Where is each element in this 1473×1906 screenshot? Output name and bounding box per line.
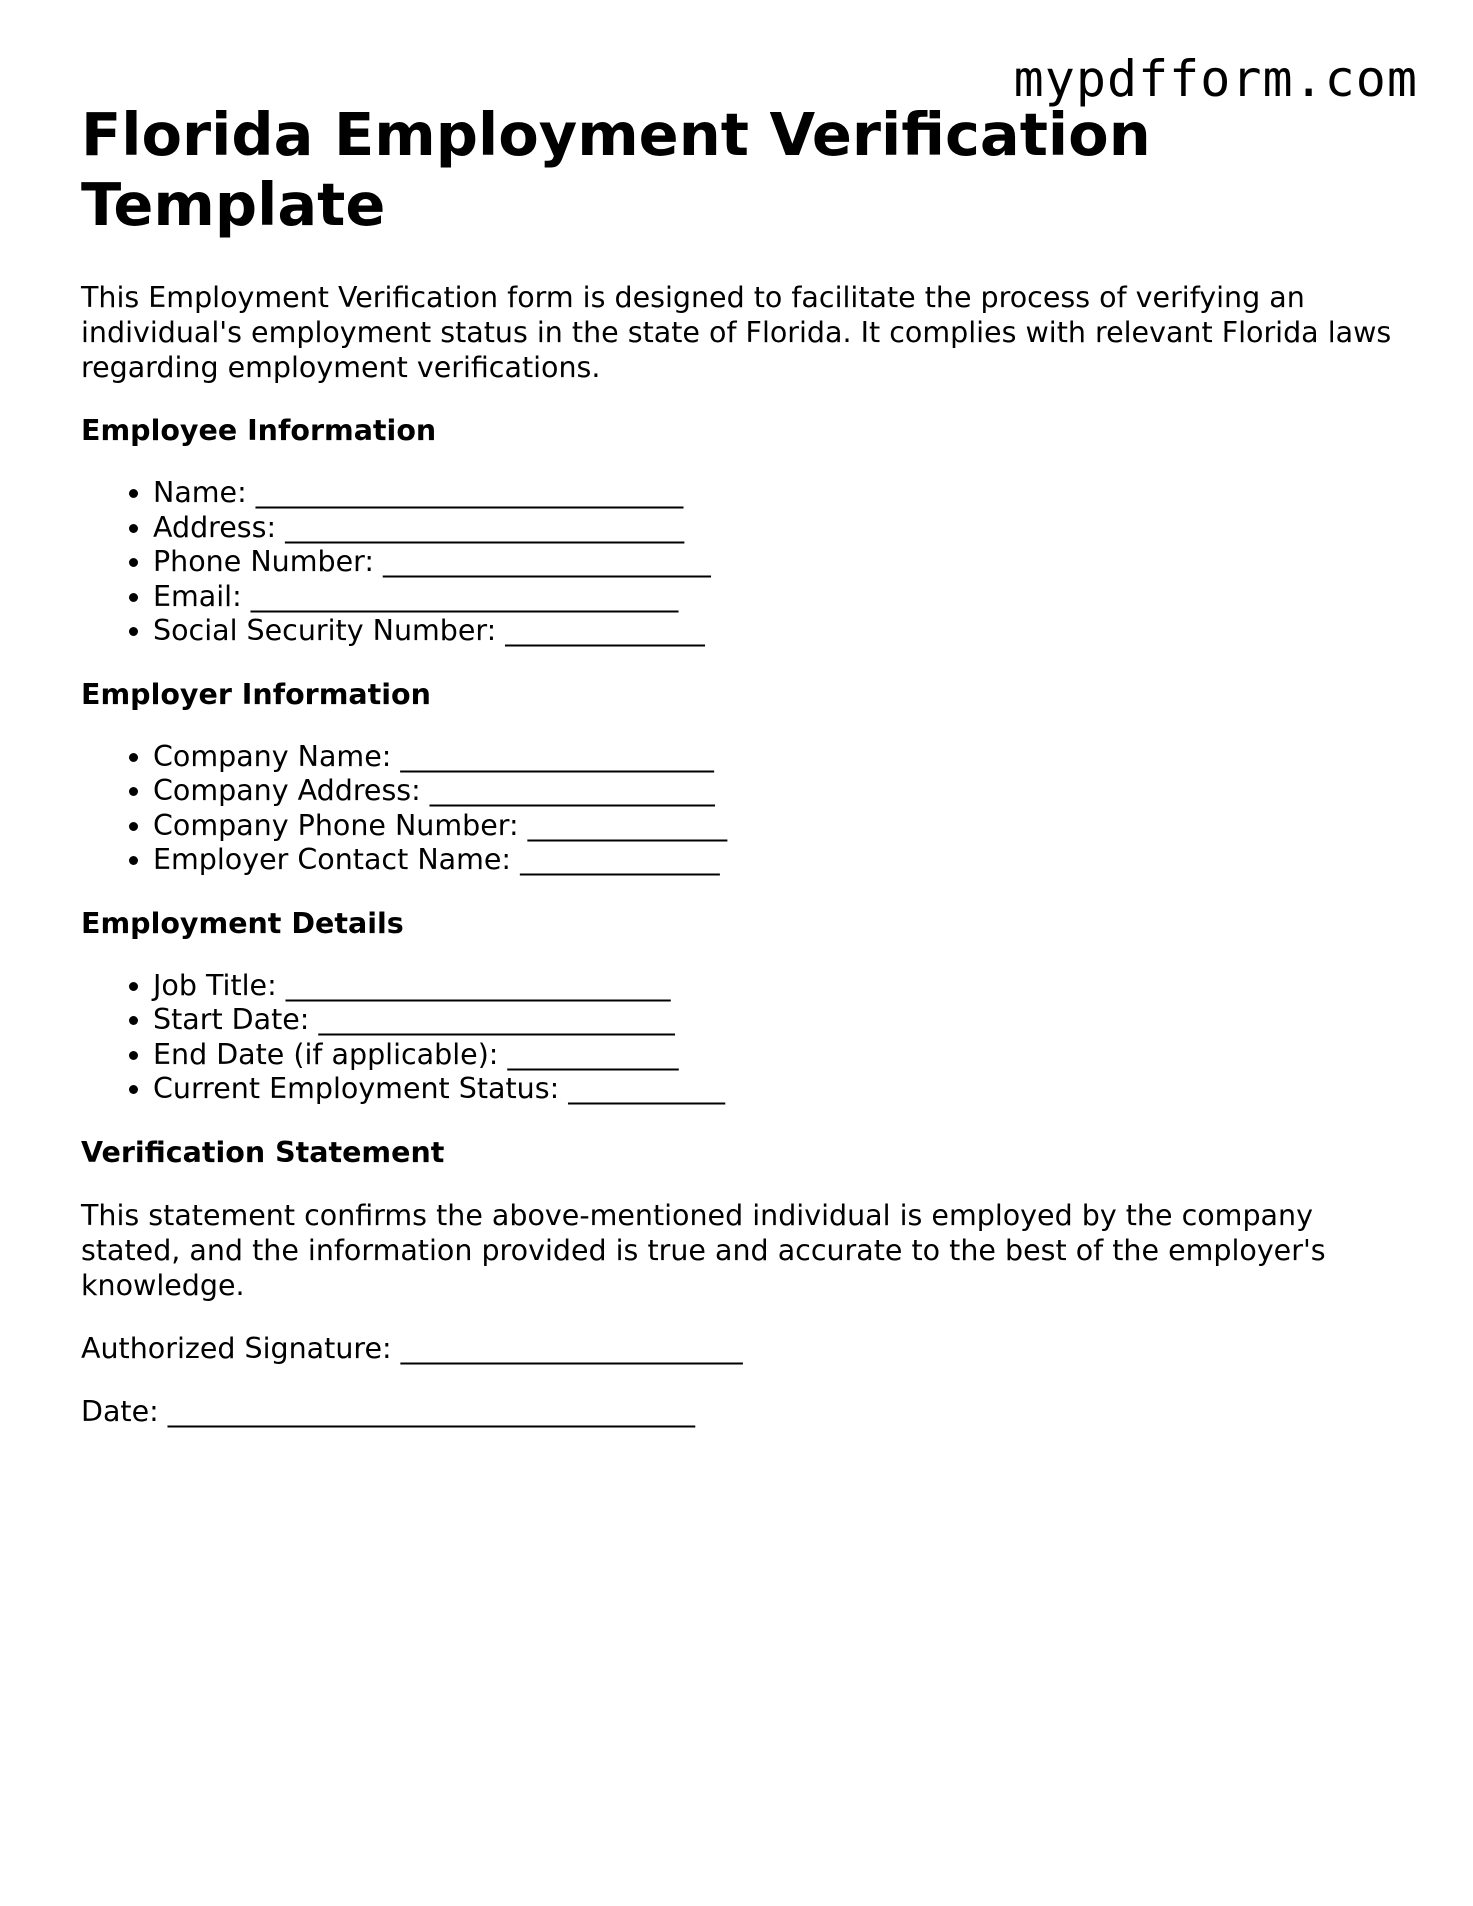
verification-statement-text: This statement confirms the above-mentioned individual is employed by the company stated, and the information provided is true and accurate to the best of the employer's knowledge. <box>81 1198 1326 1302</box>
employment-details-heading: Employment Details <box>81 906 404 940</box>
employment-field-status: • Current Employment Status: ___________ <box>153 1072 1411 1107</box>
employer-field-company-address: • Company Address: ____________________ <box>153 774 1411 809</box>
employee-field-name: • Name: ______________________________ <box>153 476 1411 511</box>
verification-statement-heading: Verification Statement <box>81 1135 445 1169</box>
employment-field-job-title: • Job Title: ___________________________ <box>153 969 1411 1004</box>
employment-details-list <box>81 969 1411 1107</box>
employer-information-list <box>81 740 1411 878</box>
employee-field-email: • Email: ______________________________ <box>153 580 1411 615</box>
authorized-signature-line: Authorized Signature: ________________________ <box>81 1331 743 1365</box>
employee-information-list <box>81 476 1411 649</box>
document-body <box>81 100 1411 1457</box>
employee-information-heading: Employee Information <box>81 414 437 447</box>
employee-field-ssn: • Social Security Number: ______________ <box>153 614 1411 649</box>
employer-field-company-name: • Company Name: ______________________ <box>153 740 1411 775</box>
employer-field-company-phone: • Company Phone Number: ______________ <box>153 809 1411 844</box>
employee-field-address: • Address: ____________________________ <box>153 511 1411 546</box>
employee-field-phone: • Phone Number: _______________________ <box>153 545 1411 580</box>
date-line: Date: _____________________________________ <box>81 1394 696 1428</box>
page-title: Florida Employment Verification Template <box>81 100 1151 239</box>
employment-field-start-date: • Start Date: _________________________ <box>153 1003 1411 1038</box>
employment-field-end-date: • End Date (if applicable): ____________ <box>153 1038 1411 1073</box>
employer-field-contact-name: • Employer Contact Name: ______________ <box>153 843 1411 878</box>
watermark-text: mypdfform.com <box>1013 50 1418 108</box>
employer-information-heading: Employer Information <box>81 677 431 711</box>
intro-paragraph: This Employment Verification form is designed to facilitate the process of verifying an individual's employment status in the state of Florida. It complies with relevant Florida laws regarding employment verifications. <box>81 281 1392 384</box>
